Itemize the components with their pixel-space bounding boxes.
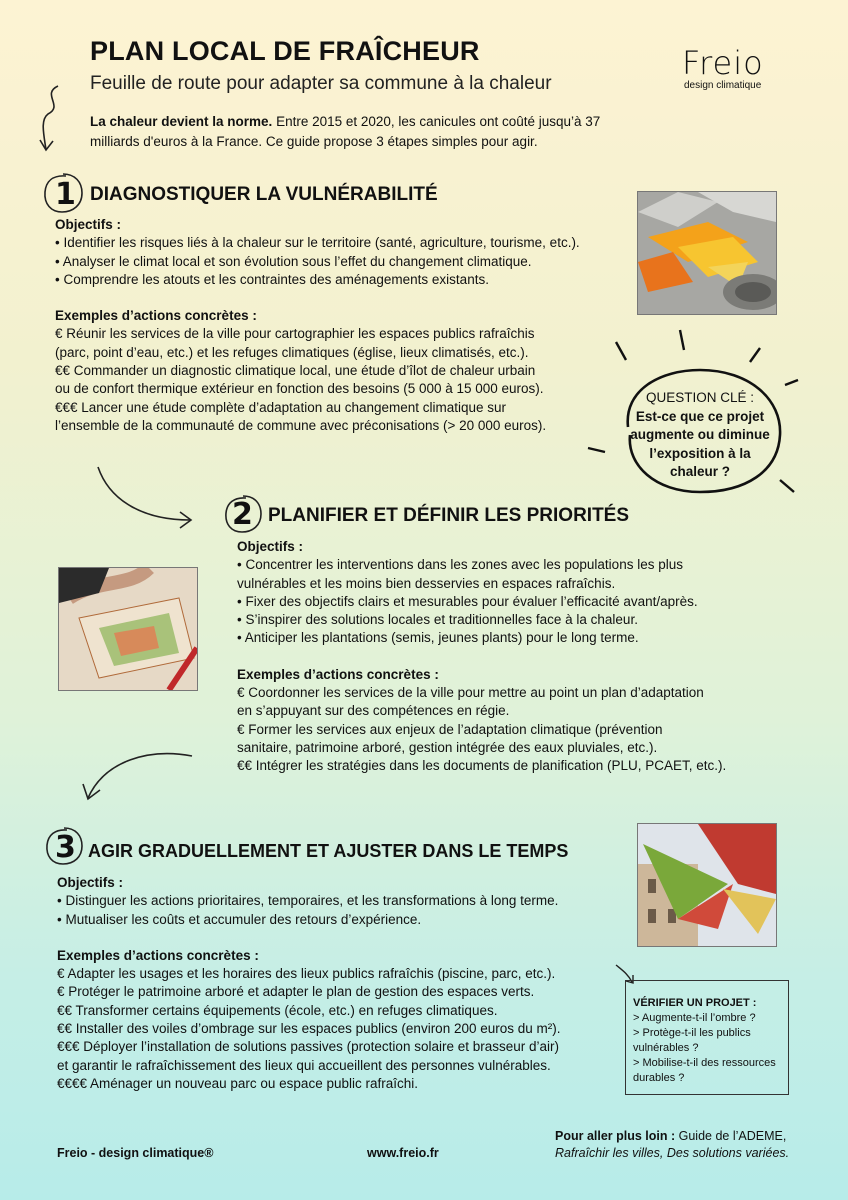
footer-brand: Freio - design climatique® xyxy=(57,1146,214,1160)
key-question-label: QUESTION CLÉ : xyxy=(645,390,755,405)
section-2-number: 2 xyxy=(232,497,253,532)
footer-more-title[interactable]: Rafraîchir les villes, Des solutions variées. xyxy=(555,1146,790,1160)
section-3-number: 3 xyxy=(55,830,76,865)
page-title: PLAN LOCAL DE FRAÎCHEUR xyxy=(90,36,480,66)
verify-project xyxy=(633,996,783,1086)
intro-paragraph xyxy=(90,112,630,152)
logo-word: Freio xyxy=(682,44,764,82)
arrow-to-step-3-icon xyxy=(80,748,200,808)
section-2-objectives-label: Objectifs : xyxy=(237,539,304,554)
example-item: €€€ Lancer une étude complète d’adaptation au changement climatique sur xyxy=(55,399,507,415)
objective-item: • Analyser le climat local et son évolution sous l’effet du changement climatique. xyxy=(55,253,532,269)
section-3-objectives-label: Objectifs : xyxy=(57,875,124,890)
verify-item: > Augmente-t-il l’ombre ? xyxy=(633,1012,756,1024)
example-item: €€ Intégrer les stratégies dans les documents de planification (PLU, PCAET, etc.). xyxy=(237,758,727,774)
objective-item: • Mutualiser les coûts et accumuler des retours d’expérience. xyxy=(57,911,422,927)
example-item: € Coordonner les services de la ville pour mettre au point un plan d’adaptation xyxy=(237,685,704,701)
objective-item: • Fixer des objectifs clairs et mesurables pour évaluer l’efficacité avant/après. xyxy=(237,593,698,609)
objective-item: vulnérables et les moins bien desservies en espaces rafraîchis. xyxy=(237,575,616,591)
key-question-text: Est-ce que ce projet augmente ou diminue l’exposition à la chaleur ? xyxy=(630,408,770,479)
curly-arrow-icon xyxy=(36,80,76,160)
example-item: ou de confort thermique extérieur en fonction des besoins (5 000 à 15 000 euros). xyxy=(55,381,544,397)
intro-bold: La chaleur devient la norme. xyxy=(90,114,273,129)
objective-item: • S’inspirer des solutions locales et traditionnelles face à la chaleur. xyxy=(237,612,638,628)
example-item: l’ensemble de la communauté de commune avec préconisations (> 20 000 euros). xyxy=(55,417,547,433)
verify-item: > Mobilise-t-il des ressources durables ? xyxy=(633,1057,776,1084)
example-item: €€ Commander un diagnostic climatique local, une étude d’îlot de chaleur urbain xyxy=(55,363,536,379)
footer-url[interactable]: www.freio.fr xyxy=(367,1146,439,1160)
objective-item: • Concentrer les interventions dans les zones avec les populations les plus xyxy=(237,557,683,573)
section-1-objectives-label: Objectifs : xyxy=(55,217,122,232)
section-3-examples-label: Exemples d’actions concrètes : xyxy=(57,947,259,963)
example-item: €€ Transformer certains équipements (école, etc.) en refuges climatiques. xyxy=(57,1002,498,1018)
objective-item: • Comprendre les atouts et les contraintes des aménagements existants. xyxy=(55,271,489,287)
logo-tagline: design climatique xyxy=(684,80,762,91)
example-item: €€ Installer des voiles d’ombrage sur les espaces publics (environ 200 euros du m²). xyxy=(57,1021,561,1037)
intro-text: Entre 2015 et 2020, les canicules ont coûté jusqu’à 37 milliards d'euros à la France. Ce guide propose 3 étapes simples pour agir. xyxy=(90,114,601,149)
objective-item: • Distinguer les actions prioritaires, temporaires, et les transformations à long terme. xyxy=(57,893,559,909)
section-1-title: DIAGNOSTIQUER LA VULNÉRABILITÉ xyxy=(90,184,438,205)
freio-logo xyxy=(682,44,764,91)
example-item: € Former les services aux enjeux de l’adaptation climatique (prévention xyxy=(237,721,663,737)
example-item: € Adapter les usages et les horaires des lieux publics rafraîchis (piscine, parc, etc.). xyxy=(57,966,556,982)
example-item: et garantir le rafraîchissement des lieux qui accueillent des personnes vulnérables. xyxy=(57,1057,551,1073)
verify-title: VÉRIFIER UN PROJET : xyxy=(633,997,757,1009)
example-item: € Réunir les services de la ville pour cartographier les espaces publics rafraîchis xyxy=(55,326,535,342)
section-3-body xyxy=(57,874,561,1093)
section-2-body xyxy=(237,538,726,776)
objective-item: • Identifier les risques liés à la chaleur sur le territoire (santé, agriculture, tourisme, etc.). xyxy=(55,235,580,251)
section-1-body xyxy=(55,216,580,435)
shade-sails-image xyxy=(637,823,777,947)
section-3-title: AGIR GRADUELLEMENT ET AJUSTER DANS LE TEMPS xyxy=(88,841,569,861)
footer-more-text: Guide de l’ADEME, xyxy=(675,1129,787,1143)
example-item: €€€€ Aménager un nouveau parc ou espace public rafraîchi. xyxy=(57,1075,418,1091)
page-subtitle: Feuille de route pour adapter sa commune à la chaleur xyxy=(90,73,552,94)
example-item: € Protéger le patrimoine arboré et adapter le plan de gestion des espaces verts. xyxy=(57,984,535,1000)
example-item: en s’appuyant sur des compétences en régie. xyxy=(237,703,510,719)
example-item: sanitaire, patrimoine arboré, gestion intégrée des eaux pluviales, etc.). xyxy=(237,739,658,755)
footer-more xyxy=(555,1128,789,1162)
key-question xyxy=(625,389,775,482)
section-1-number: 1 xyxy=(55,177,76,212)
footer-more-label: Pour aller plus loin : xyxy=(555,1129,676,1143)
planning-drawing-image xyxy=(58,567,198,691)
arrow-to-step-2-icon xyxy=(90,462,200,532)
section-1-examples-label: Exemples d’actions concrètes : xyxy=(55,308,257,324)
objective-item: • Anticiper les plantations (semis, jeunes plants) pour le long terme. xyxy=(237,630,639,646)
section-2-title: PLANIFIER ET DÉFINIR LES PRIORITÉS xyxy=(268,505,630,526)
section-2-examples-label: Exemples d’actions concrètes : xyxy=(237,666,439,682)
example-item: €€€ Déployer l’installation de solutions passives (protection solaire et brasseur d’air) xyxy=(57,1039,560,1055)
example-item: (parc, point d’eau, etc.) et les refuges climatiques (église, lieux climatisés, etc.). xyxy=(55,344,529,360)
heat-map-image xyxy=(637,191,777,315)
verify-item: > Protège-t-il les publics vulnérables ? xyxy=(633,1027,751,1054)
